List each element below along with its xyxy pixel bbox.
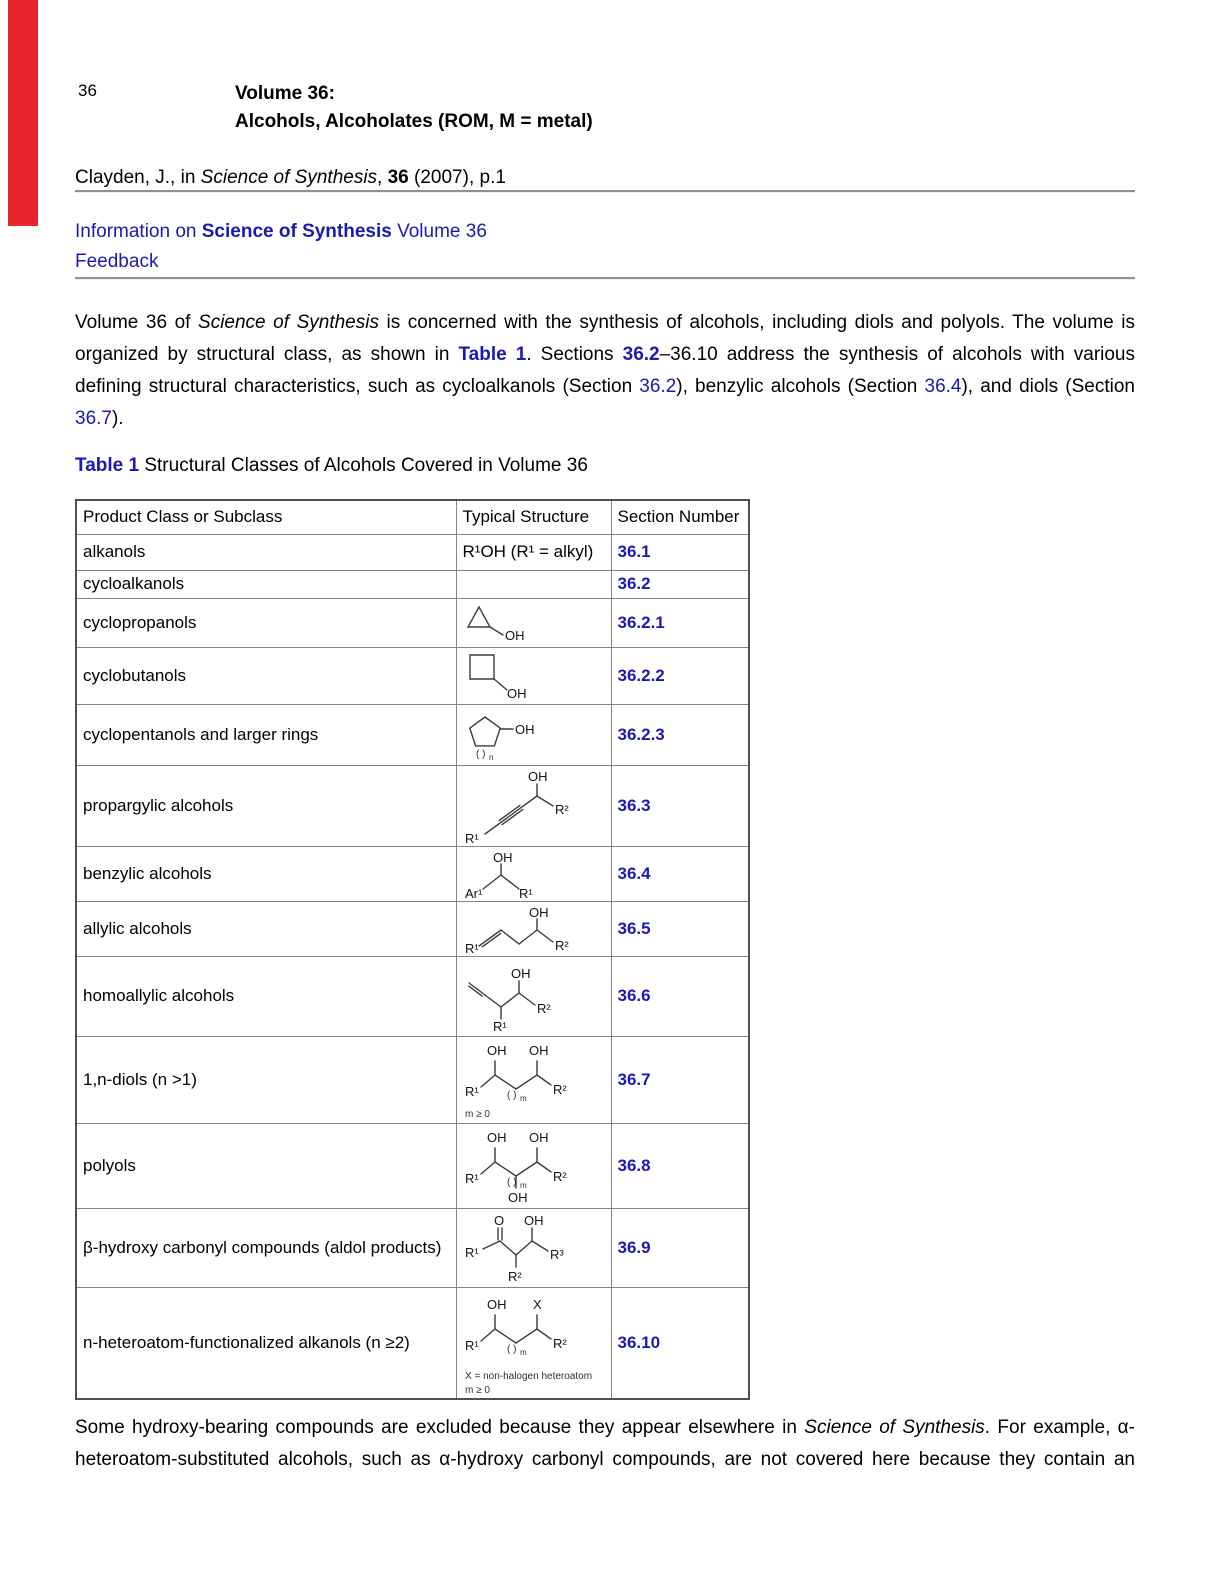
table-row: [76, 1287, 749, 1399]
links-block: [75, 217, 1135, 277]
atom-label: OH: [528, 1129, 548, 1145]
product-class-label: cyclobutanols: [76, 647, 456, 704]
structure-empty-cell: [456, 570, 611, 598]
table-row: [76, 1208, 749, 1287]
product-class-label: benzylic alcohols: [76, 846, 456, 901]
chain-repeat-label: ( ): [506, 1089, 516, 1101]
section-link[interactable]: 36.8: [611, 1123, 749, 1208]
intro-text: ), and diols (Section: [961, 376, 1135, 397]
section-link[interactable]: 36.5: [611, 901, 749, 956]
table-row: [76, 598, 749, 647]
section-link[interactable]: 36.1: [611, 534, 749, 570]
atom-label: R²: [552, 1168, 567, 1184]
atom-label: R¹: [492, 1019, 507, 1033]
atom-label: R²: [552, 1335, 567, 1351]
info-link-post: Volume 36: [391, 221, 487, 242]
atom-label: R¹: [464, 1337, 479, 1353]
atom-label: R¹: [464, 1244, 479, 1260]
atom-label: OH: [506, 685, 526, 701]
product-class-label: propargylic alcohols: [76, 765, 456, 846]
atom-label: R¹: [464, 1170, 479, 1186]
atom-label: R²: [552, 1081, 567, 1097]
atom-label: O: [493, 1212, 504, 1228]
section-36-2-link[interactable]: 36.2: [639, 376, 677, 397]
product-class-label: cyclopropanols: [76, 598, 456, 647]
atom-label: R¹: [518, 885, 533, 899]
section-link[interactable]: 36.10: [611, 1287, 749, 1399]
intro-text: ), benzylic alcohols (Section: [676, 376, 925, 397]
section-36-2-link[interactable]: 36.2: [622, 344, 660, 365]
intro-text: ).: [111, 408, 124, 429]
page-header: [75, 80, 1135, 136]
product-class-label: allylic alcohols: [76, 901, 456, 956]
table-1-link[interactable]: Table 1: [458, 344, 527, 365]
section-link[interactable]: 36.6: [611, 956, 749, 1036]
structure-beta-hydroxy-carbonyl-drawing: [463, 1211, 611, 1285]
chain-repeat-sub: m: [519, 1093, 527, 1103]
structure-benzylic-alcohol-drawing: [463, 849, 611, 899]
atom-label: R²: [554, 937, 569, 953]
divider-bottom: [75, 277, 1135, 280]
table-caption: [75, 454, 1135, 478]
table-row: [76, 1123, 749, 1208]
chain-repeat-sub: m: [519, 1180, 527, 1190]
feedback-link[interactable]: Feedback: [75, 251, 159, 272]
atom-label: OH: [486, 1129, 506, 1145]
structure-1n-diol-drawing: [463, 1039, 611, 1121]
info-link-series: Science of Synthesis: [201, 221, 392, 242]
citation-volume: 36: [387, 167, 409, 188]
intro-text: . Sections: [526, 344, 623, 365]
section-link[interactable]: 36.4: [611, 846, 749, 901]
table-row: [76, 956, 749, 1036]
product-class-label: n-heteroatom-functionalized alkanols (n ≥2): [76, 1287, 456, 1399]
info-link[interactable]: [75, 217, 1135, 247]
product-class-label: polyols: [76, 1123, 456, 1208]
atom-label: OH: [514, 721, 534, 737]
structure-propargylic-alcohol-drawing: [463, 768, 611, 844]
section-link[interactable]: 36.2.1: [611, 598, 749, 647]
citation-comma: ,: [377, 167, 388, 188]
product-class-label: alkanols: [76, 534, 456, 570]
intro-text: –36.10 address the synthesis of alcohols with various defining structural characteristics, such as cycloalkanols (Section: [75, 344, 1135, 397]
col-header-typical-structure: Typical Structure: [456, 500, 611, 534]
atom-label: OH: [492, 849, 512, 865]
col-header-section-number: Section Number: [611, 500, 749, 534]
m-condition-note: m ≥ 0: [464, 1384, 490, 1395]
structure-homoallylic-alcohol-drawing: [463, 959, 611, 1033]
section-36-7-link[interactable]: 36.7: [75, 408, 112, 429]
atom-label: OH: [528, 1042, 548, 1058]
m-condition-note: m ≥ 0: [464, 1108, 490, 1120]
intro-text: Volume 36 of: [75, 312, 199, 333]
atom-label: OH: [486, 1296, 506, 1312]
structural-classes-table: [75, 499, 750, 1400]
citation-pre: Clayden, J., in: [75, 167, 201, 188]
table-row: [76, 704, 749, 765]
atom-label: OH: [504, 627, 524, 643]
table-row: [76, 901, 749, 956]
ring-repeat-label: ( ): [475, 748, 485, 760]
table-row: [76, 765, 749, 846]
atom-label: R³: [549, 1246, 564, 1262]
structure-polyol-drawing: [463, 1126, 611, 1206]
closing-text: . For example, α-heteroatom-substituted alcohols, such as α-hydroxy carbonyl compounds, are not covered here because they contain an: [75, 1417, 1135, 1470]
atom-label: OH: [523, 1212, 543, 1228]
x-definition-note: X = non-halogen heteroatom: [464, 1370, 592, 1382]
structure-cyclopropanol-drawing: [463, 601, 611, 645]
series-title-italic: Science of Synthesis: [804, 1417, 985, 1438]
citation-line: [75, 166, 1135, 190]
red-bookmark-ribbon: [8, 0, 38, 226]
chain-repeat-label: ( ): [506, 1176, 516, 1188]
table-row: [76, 647, 749, 704]
citation-work-title: Science of Synthesis: [200, 167, 378, 188]
structure-heteroatom-alkanol-drawing: [463, 1291, 611, 1395]
page-content: [75, 0, 1135, 1476]
table-caption-text: Structural Classes of Alcohols Covered in Volume 36: [144, 455, 588, 476]
atom-label: X: [532, 1296, 542, 1312]
structure-cyclopentanol-drawing: [463, 707, 611, 763]
product-class-label: β-hydroxy carbonyl compounds (aldol products): [76, 1208, 456, 1287]
info-link-pre: Information on: [75, 221, 202, 242]
divider-top: [75, 190, 1135, 193]
atom-label: OH: [486, 1042, 506, 1058]
closing-paragraph: [75, 1412, 1135, 1476]
product-class-label: homoallylic alcohols: [76, 956, 456, 1036]
ring-repeat-sub: n: [488, 752, 493, 762]
atom-label: R²: [554, 801, 569, 817]
col-header-product-class: Product Class or Subclass: [76, 500, 456, 534]
table-row: [76, 534, 749, 570]
atom-label: R²: [507, 1268, 522, 1284]
atom-label: R¹: [464, 830, 479, 844]
atom-label: Ar¹: [464, 885, 482, 899]
product-class-label: 1,n-diols (n >1): [76, 1036, 456, 1123]
volume-title: [235, 80, 593, 136]
volume-title-line1: Volume 36:: [235, 83, 335, 104]
table-caption-label[interactable]: Table 1: [75, 455, 140, 476]
structure-allylic-alcohol-drawing: [463, 904, 611, 954]
product-class-label: cycloalkanols: [76, 570, 456, 598]
atom-label: R¹: [464, 1083, 479, 1099]
atom-label: OH: [507, 1189, 527, 1205]
closing-text: Some hydroxy-bearing compounds are excluded because they appear elsewhere in: [75, 1417, 805, 1438]
table-row: [76, 570, 749, 598]
section-36-4-link[interactable]: 36.4: [924, 376, 962, 397]
citation-post: (2007), p.1: [408, 167, 506, 188]
section-link[interactable]: 36.2.2: [611, 647, 749, 704]
structure-cyclobutanol-drawing: [463, 650, 611, 702]
table-row: [76, 1036, 749, 1123]
structure-alkanols-formula: R¹OH (R¹ = alkyl): [456, 534, 611, 570]
atom-label: R²: [536, 1001, 551, 1016]
table-row: [76, 846, 749, 901]
atom-label: R¹: [464, 940, 479, 954]
volume-title-line2: Alcohols, Alcoholates (ROM, M = metal): [235, 111, 593, 132]
chain-repeat-sub: m: [519, 1347, 527, 1357]
table-header-row: [76, 500, 749, 534]
series-title-italic: Science of Synthesis: [198, 312, 379, 333]
product-class-label: cyclopentanols and larger rings: [76, 704, 456, 765]
intro-paragraph: [75, 307, 1135, 435]
section-link[interactable]: 36.2: [611, 570, 749, 598]
section-link[interactable]: 36.9: [611, 1208, 749, 1287]
atom-label: OH: [510, 966, 530, 981]
section-link[interactable]: 36.2.3: [611, 704, 749, 765]
chain-repeat-label: ( ): [506, 1343, 516, 1355]
intro-text: is concerned with the synthesis of alcohols, including diols and polyols. The volume is organized by structural class, as shown in: [75, 312, 1136, 365]
section-link[interactable]: 36.7: [611, 1036, 749, 1123]
page-number: 36: [78, 81, 97, 100]
atom-label: OH: [527, 768, 547, 784]
section-link[interactable]: 36.3: [611, 765, 749, 846]
atom-label: OH: [528, 904, 548, 920]
